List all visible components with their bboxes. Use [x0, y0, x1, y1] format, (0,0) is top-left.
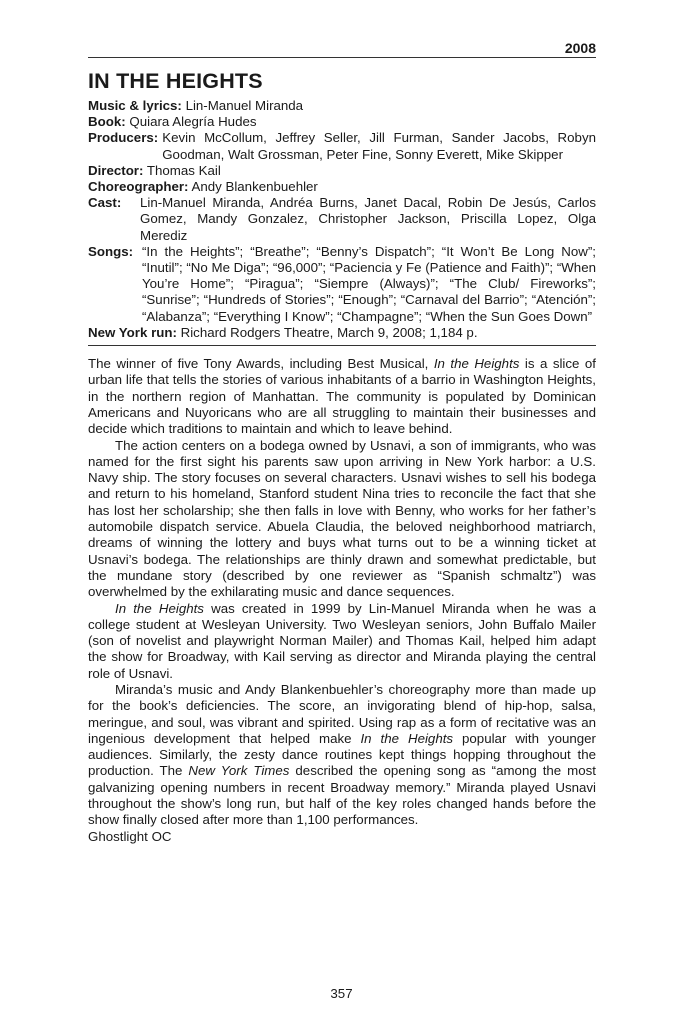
credit-choreographer — [88, 179, 596, 195]
credit-songs — [88, 244, 596, 325]
credit-value: Kevin McCollum, Jeffrey Seller, Jill Furman, Sander Jacobs, Robyn Goodman, Walt Grossman, Peter Fine, Sonny Everett, Mike Skipper — [162, 130, 596, 162]
credit-cast — [88, 195, 596, 244]
paragraph-3 — [88, 601, 596, 682]
credit-run — [88, 325, 596, 341]
italic-title: In the Heights — [360, 730, 454, 746]
credit-director — [88, 163, 596, 179]
page-content — [88, 40, 596, 845]
text-run: popular with younger audiences. Similarly, the zesty dance routines kept things hopping throughout the production. The — [88, 730, 596, 779]
credit-value: Richard Rodgers Theatre, March 9, 2008; 1,184 p. — [180, 324, 478, 340]
article-body — [88, 356, 596, 845]
section-rule — [88, 345, 596, 346]
credit-value: Quiara Alegría Hudes — [129, 114, 257, 130]
italic-publication: New York Times — [188, 763, 290, 779]
show-title: IN THE HEIGHTS — [88, 69, 263, 93]
italic-title: In the Heights — [115, 600, 204, 616]
header-rule — [88, 57, 596, 58]
credit-label: Producers: — [88, 130, 159, 146]
credit-label: Choreographer: — [88, 179, 189, 195]
text-run: is a slice of urban life that tells the stories of various inhabitants of a barrio in Washington Heights, in the northern region of Manhattan. The community is populated by Dominican Americans and Nuyoricans who are all struggling to maintain their businesses and decide which traditions to maintain and which to leave behind. — [88, 356, 596, 437]
text-run: was created in 1999 by Lin-Manuel Miranda when he was a college student at Wesleyan University. Two Wesleyan seniors, John Buffalo Mailer (son of novelist and playwright Norman Mailer) and Thomas Kail, helped him adapt the show for Broadway, with Kail serving as director and Miranda playing the central role of Usnavi. — [88, 600, 596, 681]
paragraph-2: The action centers on a bodega owned by Usnavi, a son of immigrants, who was named for the first sight his parents saw upon arriving in New York harbor: a U.S. Navy ship. The story focuses on several characters. Usnavi wishes to sell his bodega and return to his homeland, Stanford student Nina tries to reconcile the fact that she has lost her scholarship; she then falls in love with Benny, who works for her father’s automobile dispatch service. Abuela Claudia, the beloved neighborhood matriarch, dreams of winning the lottery and buys what turns out to be a winning ticket at Usnavi’s bodega. The relationships are thinly drawn and somewhat predictable, but the mundane story (described by one reviewer as “Spanish schmaltz”) was overwhelmed by the exhilarating music and dance sequences. — [88, 437, 596, 600]
running-header-year: 2008 — [564, 40, 596, 56]
credit-value: Lin-Manuel Miranda, Andréa Burns, Janet Dacal, Robin De Jesús, Carlos Gomez, Mandy Gonzalez, Christopher Jackson, Priscilla Lopez, Olga Merediz — [140, 195, 596, 243]
credit-book — [88, 114, 596, 130]
credit-label: Book: — [88, 114, 126, 130]
credit-value: Lin-Manuel Miranda — [185, 98, 304, 113]
paragraph-4 — [88, 682, 596, 829]
credit-label: Songs: — [88, 243, 134, 259]
credit-label: Cast: — [88, 195, 122, 211]
credit-value: Andy Blankenbuehler — [191, 179, 318, 195]
credit-label: Director: — [88, 162, 144, 178]
credit-producers — [88, 130, 596, 162]
text-run: The winner of five Tony Awards, including Best Musical, — [88, 356, 434, 372]
paragraph-1 — [88, 356, 596, 437]
credit-label: New York run: — [88, 324, 177, 340]
credit-label: Music & lyrics: — [88, 98, 182, 113]
italic-title: In the Heights — [433, 356, 520, 372]
page-number: 357 — [330, 986, 353, 1001]
credit-value: “In the Heights”; “Breathe”; “Benny’s Dispatch”; “It Won’t Be Long Now”; “Inutil”; “No Me Diga”; “96,000”; “Paciencia y Fe (Patience and Faith)”; “When You’re Home”; “Piragua”; “Siempre (Always)”; “The Club/ Fireworks”; “Sunrise”; “Hundreds of Stories”; “Enough”; “Carnaval del Barrio”; “Atención”; “Alabanza”; “Everything I Know”; “Champagne”; “When the Sun Goes Down” — [142, 243, 596, 324]
credits-block — [88, 98, 596, 341]
text-run: Miranda’s music and Andy Blankenbuehler’s choreography more than made up for the book’s deficiencies. The score, an invigorating blend of hip-hop, salsa, meringue, and soul, was vibrant and spirited. Using rap as a form of recitative was an ingenious development that helped make — [88, 681, 596, 746]
recording-note: Ghostlight OC — [88, 828, 172, 844]
text-run: described the opening song as “among the most galvanizing opening numbers in recent Broadway memory.” Miranda played Usnavi throughout the show’s long run, but half of the key roles changed hands before the show finally closed after more than 1,100 performances. — [88, 763, 596, 828]
credit-music-lyrics — [88, 98, 596, 114]
credit-value: Thomas Kail — [146, 162, 221, 178]
